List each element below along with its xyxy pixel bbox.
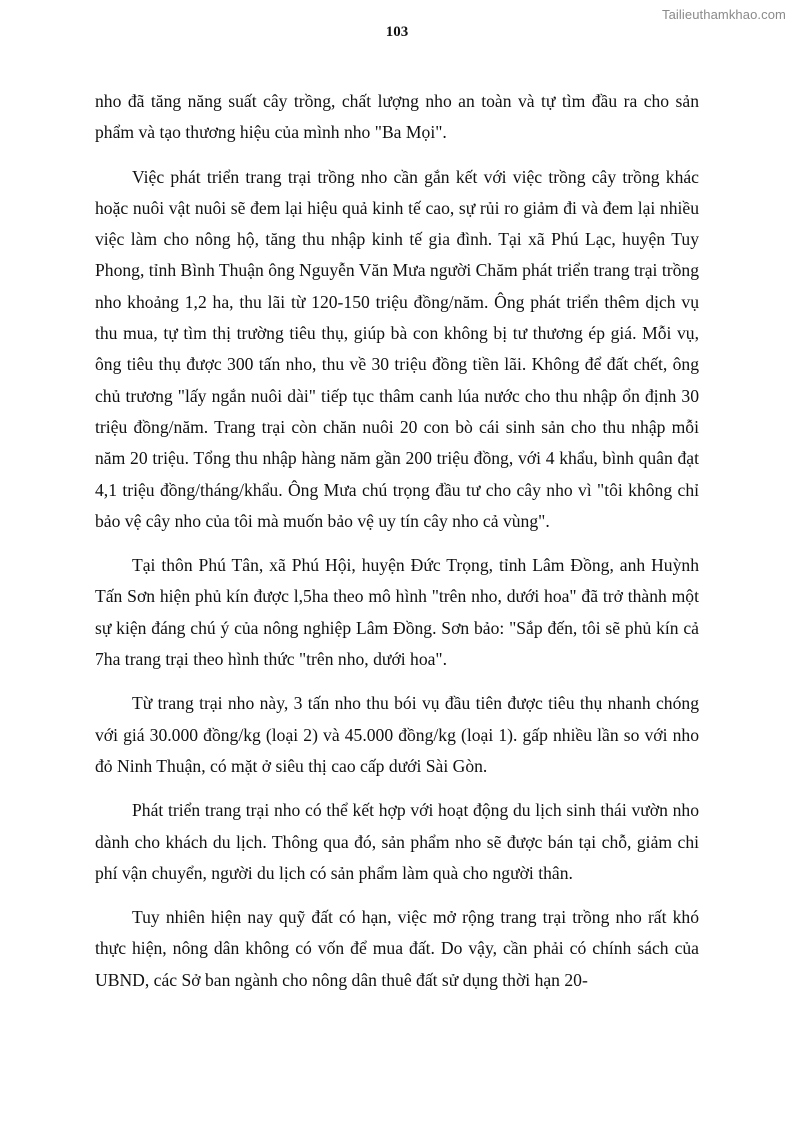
paragraph: Việc phát triển trang trại trồng nho cần gắn kết với việc trồng cây trồng khác hoặc nuôi vật nuôi sẽ đem lại hiệu quả kinh tế cao, sự rủi ro giảm đi và đem lại nhiều việc làm cho nông hộ, tăng thu nhập kinh tế gia đình. Tại xã Phú Lạc, huyện Tuy Phong, tỉnh Bình Thuận ông Nguyễn Văn Mưa người Chăm phát triển trang trại trồng nho khoảng 1,2 ha, thu lãi từ 120-150 triệu đồng/năm. Ông phát triển thêm dịch vụ thu mua, tự tìm thị trường tiêu thụ, giúp bà con không bị tư thương ép giá. Mỗi vụ, ông tiêu thụ được 300 tấn nho, thu về 30 triệu đồng tiền lãi. Không để đất chết, ông chủ trương "lấy ngắn nuôi dài" tiếp tục thâm canh lúa nước cho thu nhập ổn định 30 triệu đồng/năm. Trang trại còn chăn nuôi 20 con bò cái sinh sản cho thu nhập mỗi năm 20 triệu. Tổng thu nhập hàng năm gần 200 triệu đồng, với 4 khẩu, bình quân đạt 4,1 triệu đồng/tháng/khẩu. Ông Mưa chú trọng đầu tư cho cây nho vì "tôi không chỉ bảo vệ cây nho của tôi mà muốn bảo vệ uy tín cây nho cả vùng".	[95, 166, 699, 531]
paragraph: Tại thôn Phú Tân, xã Phú Hội, huyện Đức Trọng, tỉnh Lâm Đồng, anh Huỳnh Tấn Sơn hiện phủ kín được l,5ha theo mô hình "trên nho, dưới hoa" đã trở thành một sự kiện đáng chú ý của nông nghiệp Lâm Đồng. Sơn bảo: "Sắp đến, tôi sẽ phủ kín cả 7ha trang trại theo hình thức "trên nho, dưới hoa".	[95, 555, 699, 670]
paragraph: Từ trang trại nho này, 3 tấn nho thu bói vụ đầu tiên được tiêu thụ nhanh chóng với giá 30.000 đồng/kg (loại 2) và 45.000 đồng/kg (loại 1). gấp nhiều lần so với nho đỏ Ninh Thuận, có mặt ở siêu thị cao cấp dưới Sài Gòn.	[95, 693, 699, 776]
paragraph: nho đã tăng năng suất cây trồng, chất lượng nho an toàn và tự tìm đầu ra cho sản phẩm và tạo thương hiệu của mình nho "Ba Mọi".	[95, 91, 699, 143]
page-number: 103	[385, 24, 409, 40]
watermark-text: Tailieuthamkhao.com	[661, 7, 786, 22]
paragraph: Phát triển trang trại nho có thể kết hợp với hoạt động du lịch sinh thái vườn nho dành cho khách du lịch. Thông qua đó, sản phẩm nho sẽ được bán tại chỗ, giảm chi phí vận chuyển, người du lịch có sản phẩm làm quà cho người thân.	[95, 800, 699, 883]
paragraph: Tuy nhiên hiện nay quỹ đất có hạn, việc mở rộng trang trại trồng nho rất khó thực hiện, nông dân không có vốn để mua đất. Do vậy, cần phải có chính sách của UBND, các Sở ban ngành cho nông dân thuê đất sử dụng thời hạn 20-	[95, 907, 699, 990]
document-body	[95, 86, 699, 1009]
